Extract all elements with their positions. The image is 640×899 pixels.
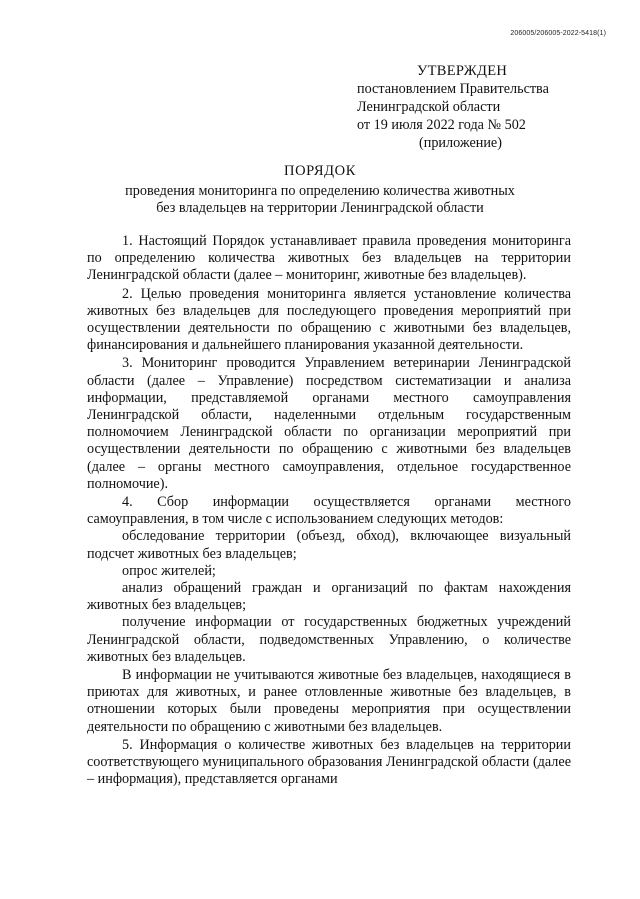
paragraph-1: 1. Настоящий Порядок устанавливает правила проведения мониторинга по определению количества животных без владельцев на территории Ленинградской области (далее – мониторинг, животные без владельцев).	[87, 233, 571, 284]
paragraph-4-method-3: анализ обращений граждан и организаций по фактам нахождения животных без владельцев;	[87, 580, 571, 614]
subtitle-line-2: без владельцев на территории Ленинградской области	[156, 200, 484, 216]
paragraph-4-method-1: обследование территории (объезд, обход), включающее визуальный подсчет животных без владельцев;	[87, 528, 571, 562]
paragraph-3: 3. Мониторинг проводится Управлением ветеринарии Ленинградской области (далее – Управление) посредством систематизации и анализа информации, представляемой органами местного самоуправления Ленинградской области, наделенными отдельным государственным полномочием Ленинградской области по организации мероприятий при осуществлении деятельности по обращению с животными без владельцев (далее – органы местного самоуправления, отдельное государственное полномочие).	[87, 355, 571, 492]
document-title: ПОРЯДОК	[284, 163, 356, 179]
paragraph-4: 4. Сбор информации осуществляется органами местного самоуправления, в том числе с использованием следующих методов:	[87, 494, 571, 528]
approval-line-4: (приложение)	[419, 135, 502, 151]
document-id: 206005/206005-2022-5418(1)	[510, 30, 606, 37]
document-body	[87, 233, 571, 789]
approval-line-1: постановлением Правительства	[357, 81, 549, 97]
approval-line-2: Ленинградской области	[357, 99, 501, 115]
paragraph-4-method-4: получение информации от государственных бюджетных учреждений Ленинградской области, подведомственных Управлению, о количестве животных без владельцев.	[87, 614, 571, 665]
paragraph-5: 5. Информация о количестве животных без владельцев на территории соответствующего муниципального образования Ленинградской области (далее – информация), представляется органами	[87, 736, 571, 788]
approval-block	[357, 62, 617, 152]
approval-heading: УТВЕРЖДЕН	[417, 63, 508, 79]
document-subtitle	[0, 183, 640, 217]
paragraph-4-note: В информации не учитываются животные без владельцев, находящиеся в приютах для животных, и ранее отловленные животные без владельцев, в отношении которых были проведены мероприятия при осуществлении деятельности по обращению с животными без владельцев.	[87, 667, 571, 735]
approval-line-3: от 19 июля 2022 года № 502	[357, 117, 526, 133]
subtitle-line-1: проведения мониторинга по определению количества животных	[125, 183, 515, 199]
paragraph-4-method-2: опрос жителей;	[122, 562, 216, 579]
paragraph-2: 2. Целью проведения мониторинга является установление количества животных без владельцев для последующего проведения мероприятий при осуществлении деятельности по обращению с животными без владельцев, финансирования и дальнейшего планирования указанной деятельности.	[87, 285, 571, 354]
